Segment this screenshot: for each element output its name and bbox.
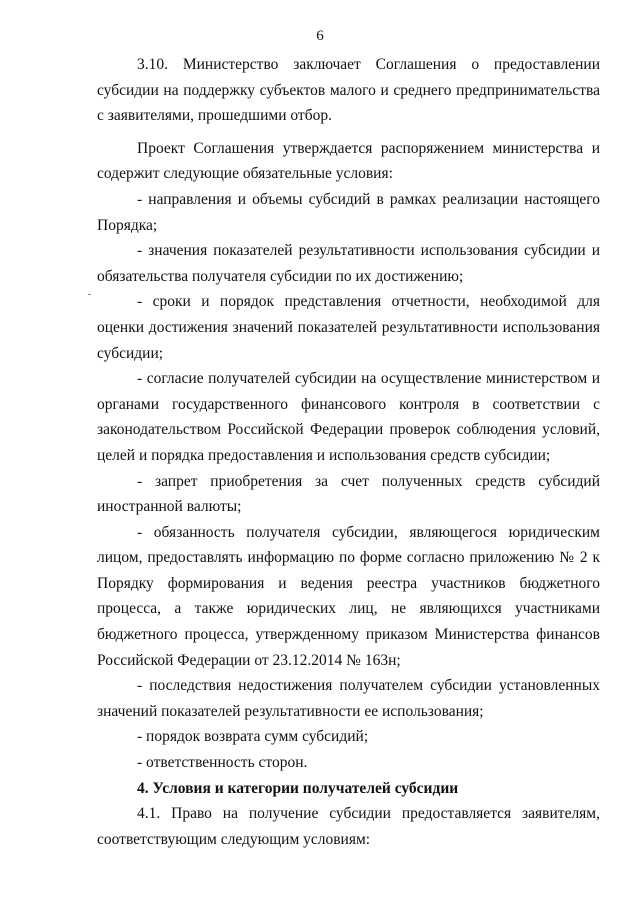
- condition-item: - запрет приобретения за счет полученных средств субсидий иностранной валюты;: [97, 472, 600, 516]
- section-heading: 4. Условия и категории получателей субсидии: [137, 779, 459, 797]
- condition-item: - сроки и порядок представления отчетности, необходимой для оценки достижения значений показателей результативности использования субсидии;: [97, 293, 600, 362]
- condition-item: - согласие получателей субсидии на осуществление министерством и органами государственного финансового контроля в соответствии с законодательством Российской Федерации проверок соблюдения условий, целей и порядка предоставления и использования средств субсидии;: [97, 370, 600, 464]
- condition-item: - последствия недостижения получателем субсидии установленных значений показателей результативности ее использования;: [97, 677, 600, 720]
- document-body: [97, 52, 600, 852]
- paragraph-agreement-draft: Проект Соглашения утверждается распоряжением министерства и содержит следующие обязательные условия:: [97, 139, 600, 183]
- page-number: 6: [316, 28, 324, 44]
- paragraph-3-10: 3.10. Министерство заключает Соглашения о предоставлении субсидии на поддержку субъектов малого и среднего предпринимательства с заявителями, прошедшими отбор.: [97, 56, 600, 125]
- condition-item: - ответственность сторон.: [137, 754, 308, 772]
- scan-artifact: [88, 294, 91, 295]
- paragraph-4-1: 4.1. Право на получение субсидии предоставляется заявителям, соответствующим следующим условиям:: [97, 805, 600, 848]
- condition-item: - направления и объемы субсидий в рамках реализации настоящего Порядка;: [97, 190, 600, 234]
- condition-item: - порядок возврата сумм субсидий;: [137, 728, 369, 746]
- condition-item: - обязанность получателя субсидии, являющегося юридическим лицом, предоставлять информацию по форме согласно приложению № 2 к Порядку формирования и ведения реестра участников бюджетного процесса, а также юридических лиц, не являющихся участниками бюджетного процесса, утвержденному приказом Министерства финансов Российской Федерации от 23.12.2014 № 163н;: [97, 523, 600, 669]
- condition-item: - значения показателей результативности использования субсидии и обязательства получателя субсидии по их достижению;: [97, 242, 600, 285]
